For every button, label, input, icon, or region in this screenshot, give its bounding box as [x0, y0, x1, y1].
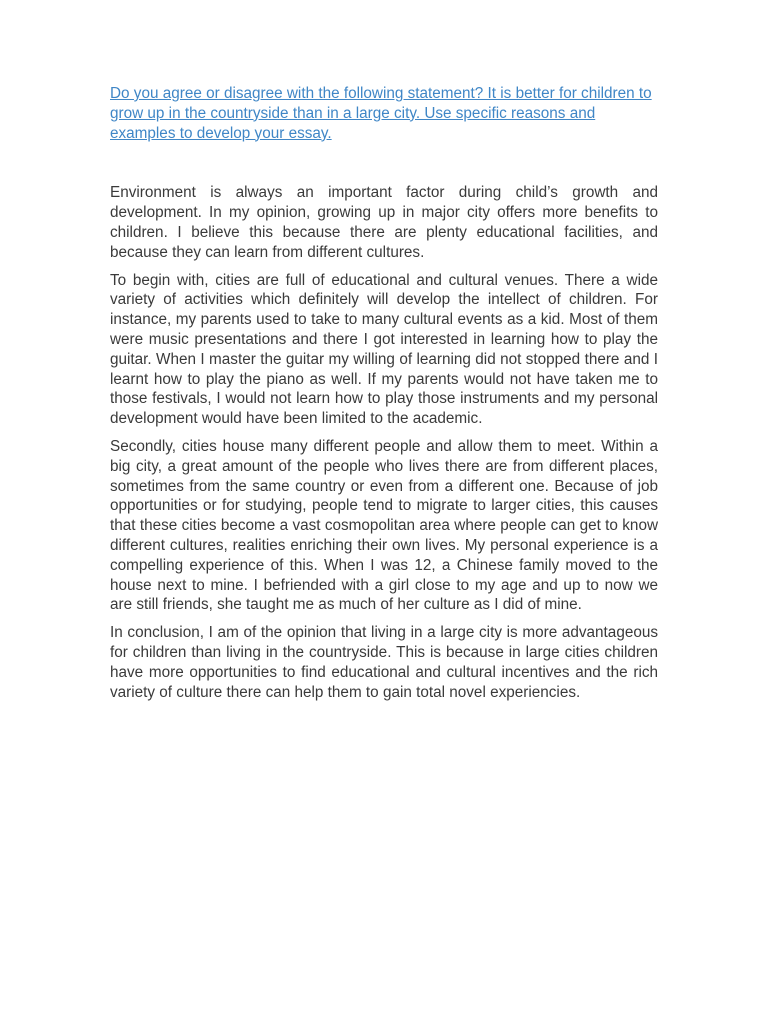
essay-paragraph-body-2: Secondly, cities house many different people and allow them to meet. Within a big city, a great amount of the people who lives there are from different places, sometimes from the same country or even from a different one. Because of job opportunities or for studying, people tend to migrate to larger cities, this causes that these cities become a vast cosmopolitan area where people can get to know different cultures, realities enriching their own lives. My personal experience is a compelling experience of this. When I was 12, a Chinese family moved to the house next to mine. I befriended with a girl close to my age and up to now we are still friends, she taught me as much of her culture as I did of mine.: [110, 437, 658, 614]
essay-paragraph-conclusion: In conclusion, I am of the opinion that living in a large city is more advantageous for children than living in the countryside. This is because in large cities children have more opportunities to find educational and cultural incentives and the rich variety of culture there can help them to gain total novel experiencies.: [110, 624, 658, 701]
essay-paragraph-introduction: Environment is always an important factor during child’s growth and development. In my opinion, growing up in major city offers more benefits to children. I believe this because there are plenty educational facilities, and because they can learn from different cultures.: [110, 184, 658, 261]
essay-paragraph-body-1: To begin with, cities are full of educational and cultural venues. There a wide variety of activities which definitely will develop the intellect of children. For instance, my parents used to take to many cultural events as a kid. Most of them were music presentations and there I got interested in learning how to play the guitar. When I master the guitar my willing of learning did not stopped there and I learnt how to play the piano as well. If my parents would not have taken me to those festivals, I would not learn how to play those instruments and my personal development would have been limited to the academic.: [110, 271, 658, 428]
essay-prompt-link[interactable]: Do you agree or disagree with the following statement? It is better for children to grow up in the countryside than in a large city. Use specific reasons and examples to develop your essay.: [110, 85, 652, 142]
